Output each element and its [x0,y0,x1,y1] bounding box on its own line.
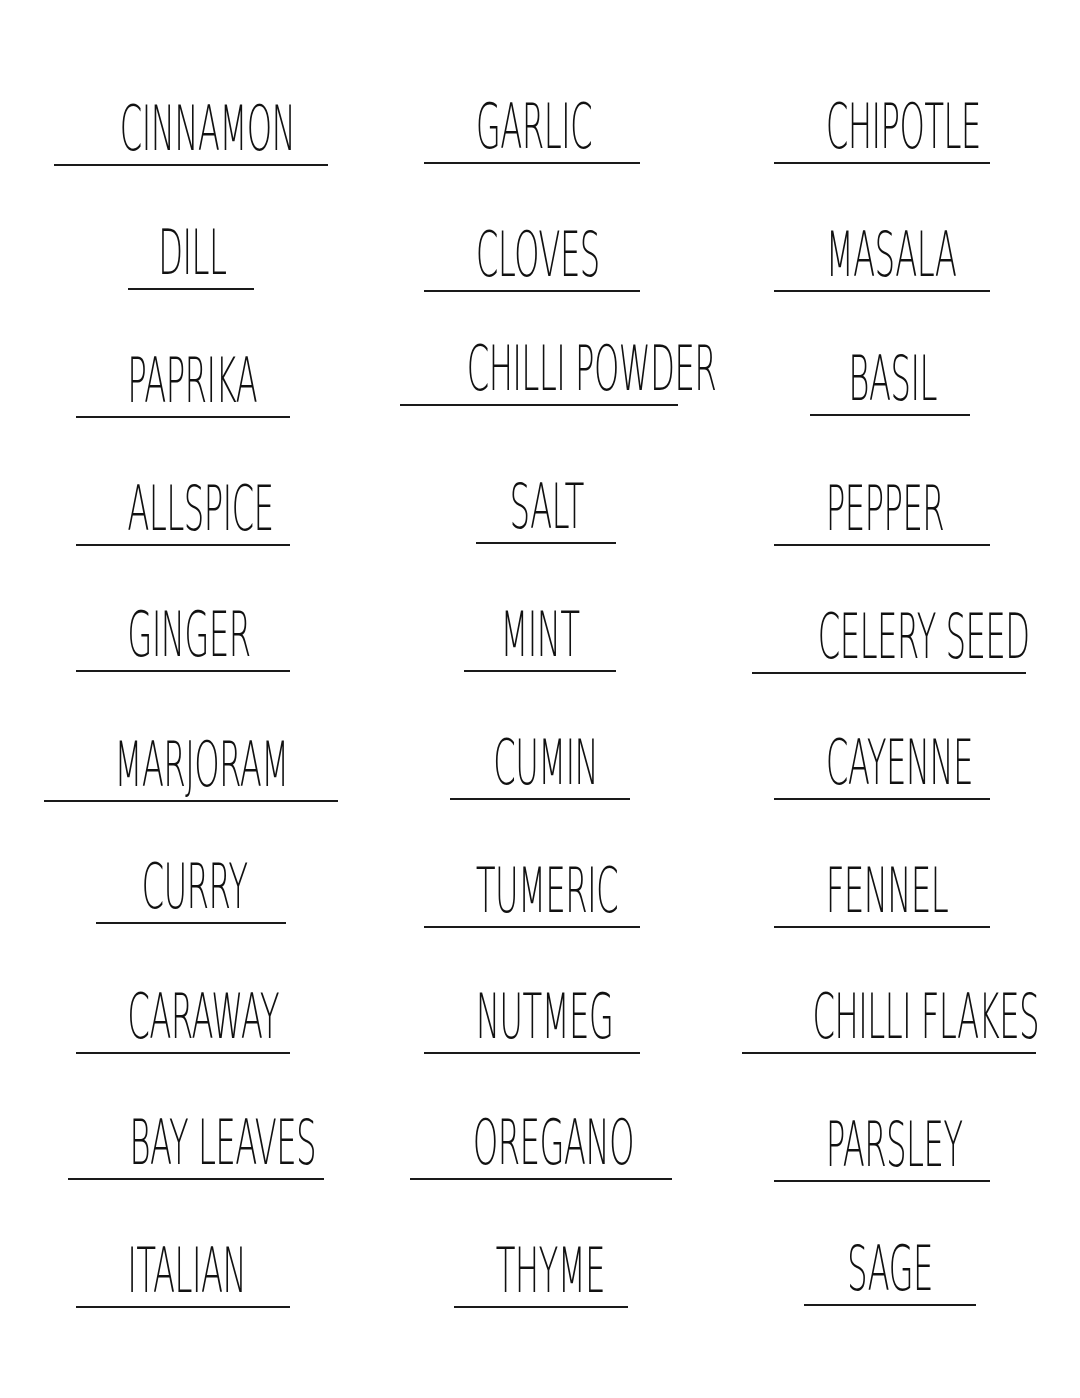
spice-label [774,716,990,800]
spice-label-text: GARLIC [475,90,593,163]
label-underline [774,544,990,546]
spice-label [54,80,328,166]
spice-label [774,842,990,928]
spice-label [454,1224,628,1308]
spice-label [804,1220,976,1306]
spice-label-text: CUMIN [493,726,599,799]
label-underline [774,290,990,292]
label-underline [128,288,254,290]
spice-label-text: SAGE [847,1232,933,1305]
spice-label-text: CARAWAY [127,980,280,1053]
label-underline [96,922,286,924]
spice-label-text: THYME [495,1234,605,1307]
label-underline [76,1306,290,1308]
spice-label-text: ALLSPICE [127,472,274,545]
label-underline [424,1052,640,1054]
spice-label [76,588,290,672]
spice-label [774,80,990,164]
spice-label-text: CAYENNE [825,726,973,799]
label-underline [774,798,990,800]
label-underline [454,1306,628,1308]
spice-label [76,1224,290,1308]
label-underline [450,798,630,800]
spice-label-text: CELERY SEED [817,600,1030,673]
label-underline [424,162,640,164]
spice-label [410,1096,672,1180]
label-underline [774,162,990,164]
spice-label-text: CHIPOTLE [825,90,981,163]
label-underline [476,542,616,544]
spice-label [44,716,338,802]
spice-label [774,462,990,546]
spice-label-text: CURRY [141,850,248,923]
spice-label [476,460,616,544]
spice-label-text: CHILLI FLAKES [812,980,1040,1053]
spice-label [400,320,717,406]
label-underline [774,1180,990,1182]
spice-label-text: CHILLI POWDER [466,332,717,405]
label-underline [410,1178,672,1180]
spice-label-text: PEPPER [825,472,945,545]
spice-label-text: NUTMEG [475,980,614,1053]
label-underline [804,1304,976,1306]
spice-label [810,330,970,416]
label-underline [76,670,290,672]
spice-label-text: SALT [509,470,584,543]
spice-label [76,334,290,418]
spice-label-text: PAPRIKA [127,344,258,417]
spice-label-text: BASIL [848,342,937,415]
spice-label [96,840,286,924]
label-underline [68,1178,324,1180]
spice-label-text: MASALA [825,218,957,291]
spice-label [128,208,254,290]
spice-label-text: OREGANO [472,1106,634,1179]
spice-label-text: MINT [500,598,580,671]
label-underline [424,926,640,928]
label-underline [752,672,1026,674]
spice-label-text: CLOVES [475,218,600,291]
label-underline [54,164,328,166]
spice-label [464,588,616,672]
label-underline [76,416,290,418]
label-underline [76,544,290,546]
spice-label [76,970,290,1054]
spice-label [424,970,640,1054]
spice-label [424,80,640,164]
spice-label [774,1096,990,1182]
spice-label-text: DILL [158,216,227,289]
label-underline [464,670,616,672]
spice-label-text: PARSLEY [825,1108,963,1181]
label-underline [424,290,640,292]
label-underline [400,404,678,406]
spice-label-text: MARJORAM [114,728,289,801]
spice-label [450,716,630,800]
spice-label [68,1096,324,1180]
spice-label-text: ITALIAN [127,1234,247,1307]
spice-label-text: FENNEL [825,854,949,927]
label-underline [810,414,970,416]
spice-label [76,462,290,546]
spice-label [752,588,1030,674]
spice-label [742,970,1040,1054]
spice-label-text: TUMERIC [475,854,619,927]
spice-label-text: BAY LEAVES [129,1106,317,1179]
label-underline [774,926,990,928]
label-underline [742,1052,1036,1054]
spice-label [424,842,640,928]
spice-label [774,208,990,292]
spice-label-text: GINGER [127,598,251,671]
spice-label-text: CINNAMON [119,92,296,165]
spice-label [424,208,640,292]
label-underline [44,800,338,802]
label-underline [76,1052,290,1054]
